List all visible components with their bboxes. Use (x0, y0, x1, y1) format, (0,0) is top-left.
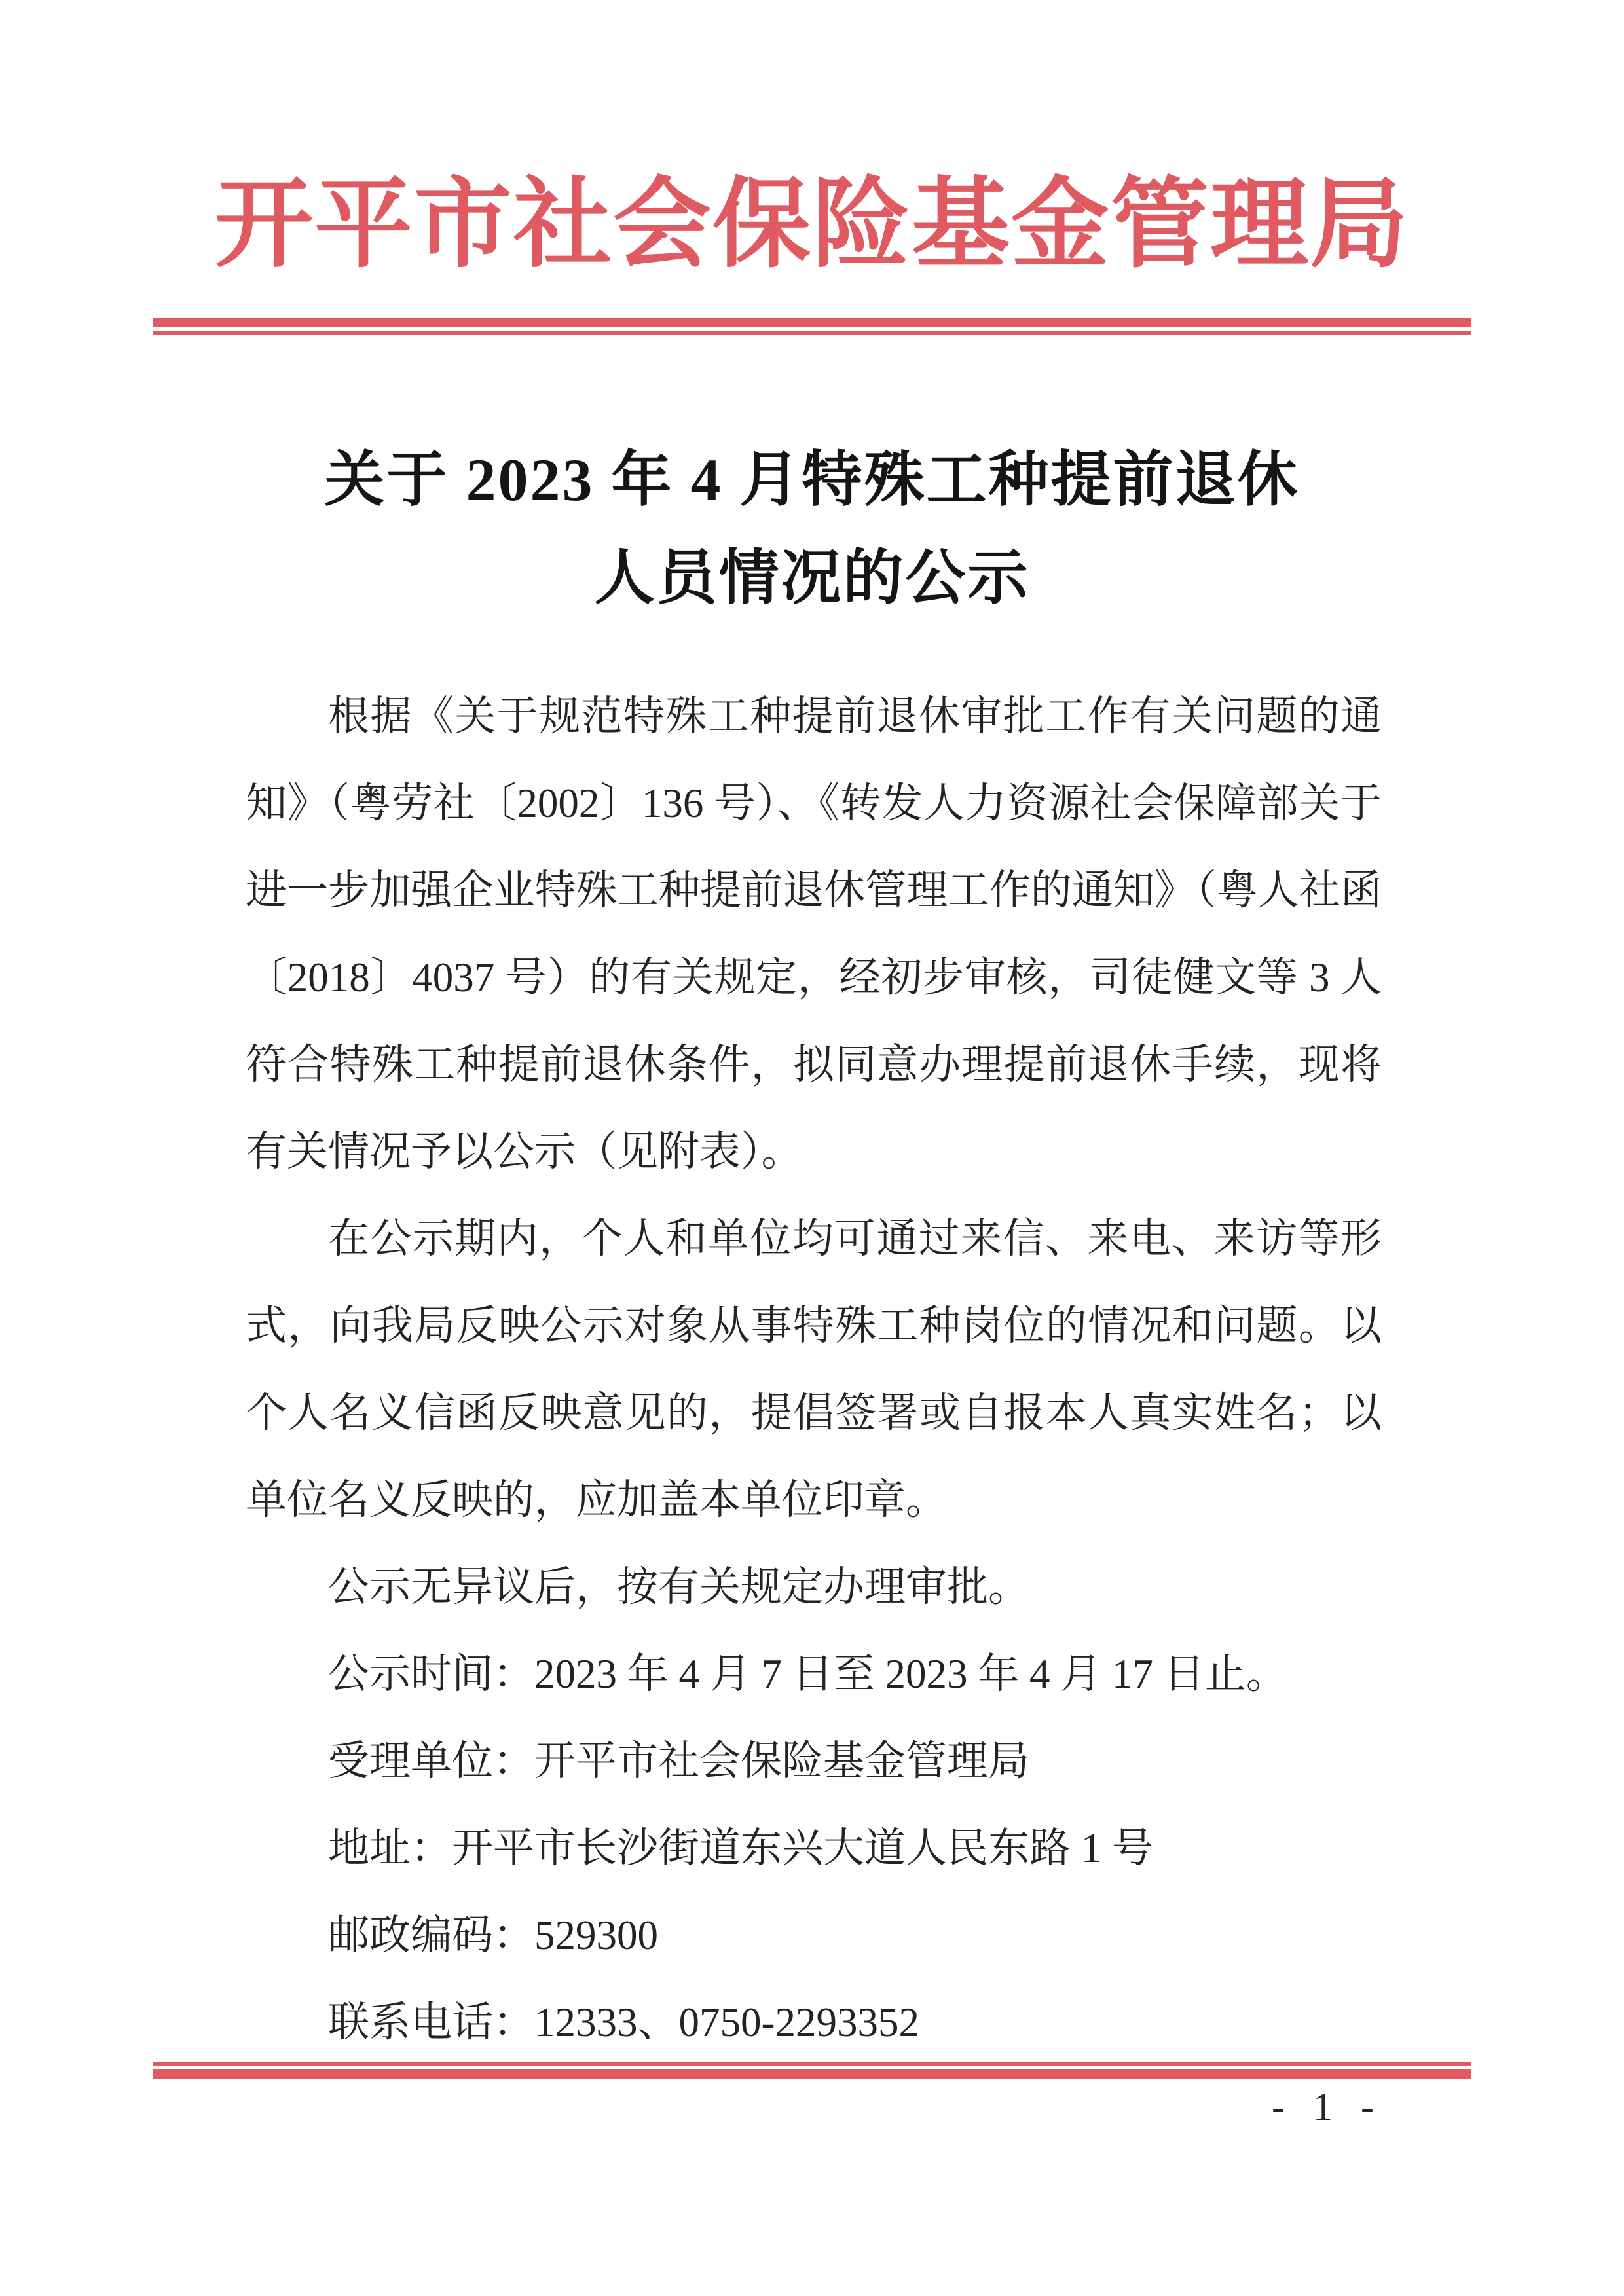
body-paragraph-postal-code: 邮政编码：529300 (328, 1912, 658, 1958)
body-paragraph-phone: 联系电话：12333、0750-2293352 (328, 1999, 919, 2045)
document-title (0, 431, 1624, 627)
body-paragraph-publicity-period: 公示时间：2023 年 4 月 7 日至 2023 年 4 月 17 日止。 (328, 1651, 1287, 1697)
letterhead-rule-thin (153, 331, 1471, 335)
document-body (246, 673, 1382, 2066)
footer-rule-thin (153, 2062, 1471, 2066)
document-title-line-1: 关于 2023 年 4 月特殊工种提前退休 (324, 446, 1300, 513)
agency-name: 开平市社会保险基金管理局 (214, 171, 1409, 280)
page-number: - 1 - (1272, 2085, 1379, 2128)
body-paragraph-legal-basis: 根据《关于规范特殊工种提前退休审批工作有关问题的通知》（粤劳社〔2002〕136 号）、《转发人力资源社会保障部关于进一步加强企业特殊工种提前退休管理工作的通知》（粤人社函〔2018〕4037 号）的有关规定，经初步审核，司徒健文等 3 人符合特殊工种提前退休条件，拟同意办理提前退休手续，现将有关情况予以公示（见附表）。 (246, 693, 1382, 1175)
body-paragraph-approval: 公示无异议后，按有关规定办理审批。 (328, 1564, 1029, 1610)
letterhead-rule-thick (153, 318, 1471, 327)
body-paragraph-feedback-channels: 在公示期内，个人和单位均可通过来信、来电、来访等形式，向我局反映公示对象从事特殊工种岗位的情况和问题。以个人名义信函反映意见的，提倡签署或自报本人真实姓名；以单位名义反映的，应加盖本单位印章。 (246, 1216, 1382, 1523)
body-paragraph-address: 地址：开平市长沙街道东兴大道人民东路 1 号 (328, 1825, 1153, 1871)
footer-rule-thick (153, 2069, 1471, 2079)
body-paragraph-accepting-unit: 受理单位：开平市社会保险基金管理局 (328, 1738, 1029, 1784)
document-title-line-2: 人员情况的公示 (594, 545, 1030, 611)
